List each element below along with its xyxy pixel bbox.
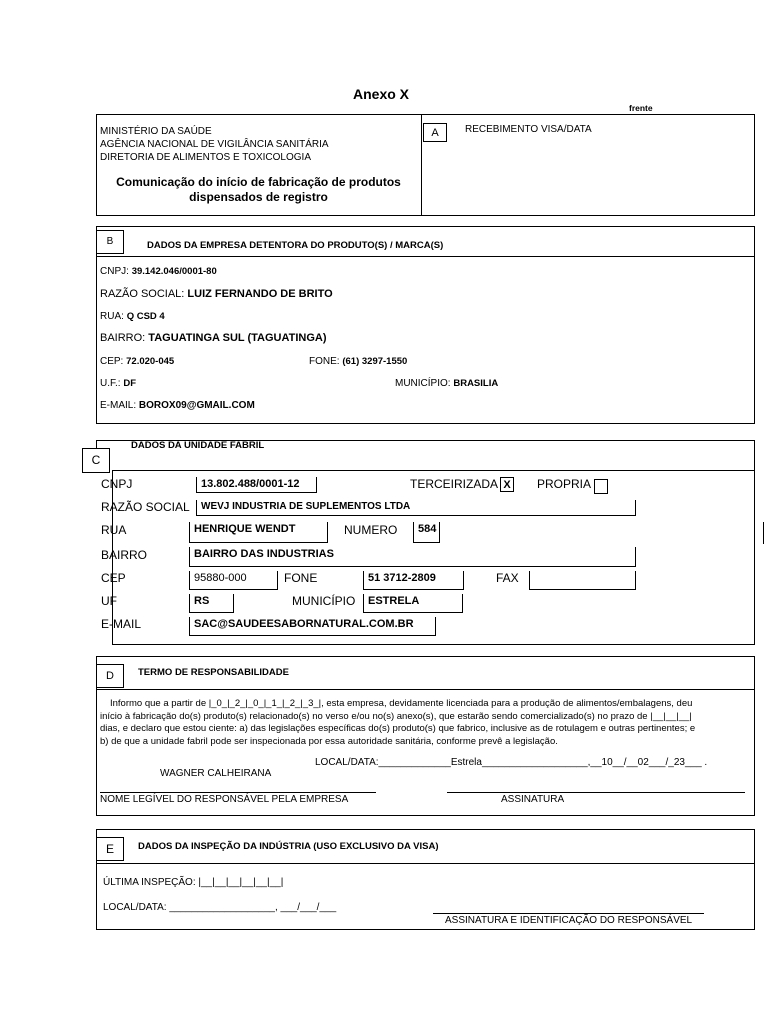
paragraph-line: b) de que a unidade fabril pode ser inspecionada por essa autoridade sanitária, conforme prevê a legislação. xyxy=(100,735,558,747)
c-fax-field[interactable] xyxy=(529,571,636,590)
page-edge-mark xyxy=(763,522,764,544)
org-block xyxy=(100,125,329,164)
section-b-letter: B xyxy=(96,230,124,254)
e-signature-line xyxy=(433,913,704,914)
section-d-letter: D xyxy=(96,664,124,688)
c-rua-label: RUA xyxy=(101,523,127,537)
b-razao-label: RAZÃO SOCIAL: xyxy=(100,288,185,300)
b-cnpj-value: 39.142.046/0001-80 xyxy=(131,266,217,277)
c-propria-checkbox[interactable] xyxy=(594,479,608,494)
b-uf-label: U.F.: xyxy=(100,378,121,389)
d-assinatura-label: ASSINATURA xyxy=(501,794,565,805)
c-bairro-label: BAIRRO xyxy=(101,548,148,562)
page-title: Anexo X xyxy=(353,86,410,102)
form-subject-line: Comunicação do início de fabricação de produtos xyxy=(116,175,401,189)
section-c-title: DADOS DA UNIDADE FABRIL xyxy=(131,440,265,451)
e-assinatura-label: ASSINATURA E IDENTIFICAÇÃO DO RESPONSÁVEL xyxy=(445,915,693,926)
d-signature-line xyxy=(447,792,745,793)
receipt-label: RECEBIMENTO VISA/DATA xyxy=(465,124,592,135)
section-b-header-divider xyxy=(96,256,755,257)
b-municipio-value: BRASILIA xyxy=(453,378,499,389)
b-rua-value: Q CSD 4 xyxy=(126,311,165,322)
c-email-label: E-MAIL xyxy=(101,617,142,631)
paragraph-line: dias, e declaro que estou ciente: a) das legislações específicas do(s) produto(s) que fabrico, inclusive as de rotulagem e outras pertinentes; e xyxy=(100,723,696,734)
form-subject-line: dispensados de registro xyxy=(189,190,328,204)
b-cep-row xyxy=(100,356,174,367)
c-uf-label: UF xyxy=(101,594,117,608)
c-cep-field[interactable]: 95880-000 xyxy=(189,571,278,590)
d-name-line xyxy=(100,792,376,793)
c-bairro-field[interactable]: BAIRRO DAS INDUSTRIAS xyxy=(189,547,636,567)
c-municipio-label: MUNICÍPIO xyxy=(292,594,356,608)
org-line: MINISTÉRIO DA SAÚDE xyxy=(100,126,212,137)
b-uf-value: DF xyxy=(123,378,137,389)
paragraph-line: início à fabricação do(s) produto(s) relacionado(s) no verso e/ou no(s) anexo(s), que estarão sendo comercializado(s) no prazo de |__|__|__| xyxy=(100,710,692,722)
b-municipio-label: MUNICÍPIO: xyxy=(395,378,451,389)
responsibility-paragraph xyxy=(100,698,752,748)
section-a-divider xyxy=(421,114,422,216)
b-rua-row xyxy=(100,311,165,322)
c-propria-label: PROPRIA xyxy=(537,477,592,491)
c-rua-field[interactable]: HENRIQUE WENDT xyxy=(189,522,328,543)
paragraph-line: Informo que a partir de |_0_|_2_|_0_|_1_|_2_|_3_|, esta empresa, devidamente licenciada para a produção de alimentos/embalagens, deu xyxy=(110,698,693,709)
b-rua-label: RUA: xyxy=(100,311,124,322)
e-local-data: LOCAL/DATA: ___________________, ___/___/___ xyxy=(103,902,337,913)
c-terceirizada-checkbox[interactable]: X xyxy=(500,477,514,492)
b-cep-value: 72.020-045 xyxy=(126,356,175,367)
c-cnpj-label: CNPJ xyxy=(101,477,133,491)
b-cnpj-label: CNPJ: xyxy=(100,266,129,277)
b-bairro-value: TAGUATINGA SUL (TAGUATINGA) xyxy=(148,332,327,344)
b-bairro-label: BAIRRO: xyxy=(100,332,146,344)
c-terceirizada-label: TERCEIRIZADA xyxy=(410,477,499,491)
b-razao-row xyxy=(100,288,333,300)
b-cep-label: CEP: xyxy=(100,356,124,367)
b-uf-row xyxy=(100,378,136,389)
b-bairro-row xyxy=(100,332,327,344)
c-fax-label: FAX xyxy=(496,571,519,585)
c-fone-label: FONE xyxy=(284,571,318,585)
section-d-title: TERMO DE RESPONSABILIDADE xyxy=(138,667,289,678)
c-uf-field[interactable]: RS xyxy=(189,594,234,613)
org-line: AGÊNCIA NACIONAL DE VIGILÂNCIA SANITÁRIA xyxy=(100,139,329,150)
section-e-letter: E xyxy=(96,837,124,861)
c-razao-field[interactable]: WEVJ INDUSTRIA DE SUPLEMENTOS LTDA xyxy=(196,500,636,516)
d-local-data: LOCAL/DATA:_____________Estrela___________________,__10__/__02___/_23___ . xyxy=(315,757,708,768)
b-razao-value: LUIZ FERNANDO DE BRITO xyxy=(187,288,333,300)
c-numero-field[interactable]: 584 xyxy=(413,522,440,543)
c-fone-field[interactable]: 51 3712-2809 xyxy=(363,571,464,590)
b-email-row xyxy=(100,400,255,411)
section-a-letter: A xyxy=(423,123,447,142)
org-line: DIRETORIA DE ALIMENTOS E TOXICOLOGIA xyxy=(100,152,311,163)
form-subject xyxy=(96,175,421,205)
c-cnpj-field[interactable]: 13.802.488/0001-12 xyxy=(196,477,317,493)
c-razao-label: RAZÃO SOCIAL xyxy=(101,500,190,514)
section-e-title: DADOS DA INSPEÇÃO DA INDÚSTRIA (USO EXCLUSIVO DA VISA) xyxy=(138,841,439,852)
c-numero-label: NUMERO xyxy=(344,523,398,537)
b-cnpj-row xyxy=(100,266,217,277)
b-fone-row xyxy=(309,356,407,367)
c-email-field[interactable]: SAC@SAUDEESABORNATURAL.COM.BR xyxy=(189,617,436,636)
c-cep-label: CEP xyxy=(101,571,126,585)
section-c-letter: C xyxy=(82,448,110,473)
c-municipio-field[interactable]: ESTRELA xyxy=(363,594,463,613)
d-responsavel-name: WAGNER CALHEIRANA xyxy=(160,768,272,779)
b-email-label: E-MAIL: xyxy=(100,400,137,411)
b-fone-value: (61) 3297-1550 xyxy=(342,356,408,367)
page-side-label: frente xyxy=(629,103,653,113)
e-ultima-inspecao: ÚLTIMA INSPEÇÃO: |__|__|__|__|__|__| xyxy=(103,877,284,888)
d-nome-label: NOME LEGÍVEL DO RESPONSÁVEL PELA EMPRESA xyxy=(100,794,349,805)
section-b-title: DADOS DA EMPRESA DETENTORA DO PRODUTO(S) / MARCA(S) xyxy=(147,240,444,251)
b-municipio-row xyxy=(395,378,498,389)
b-email-value: BOROX09@GMAIL.COM xyxy=(138,400,255,411)
b-fone-label: FONE: xyxy=(309,356,340,367)
